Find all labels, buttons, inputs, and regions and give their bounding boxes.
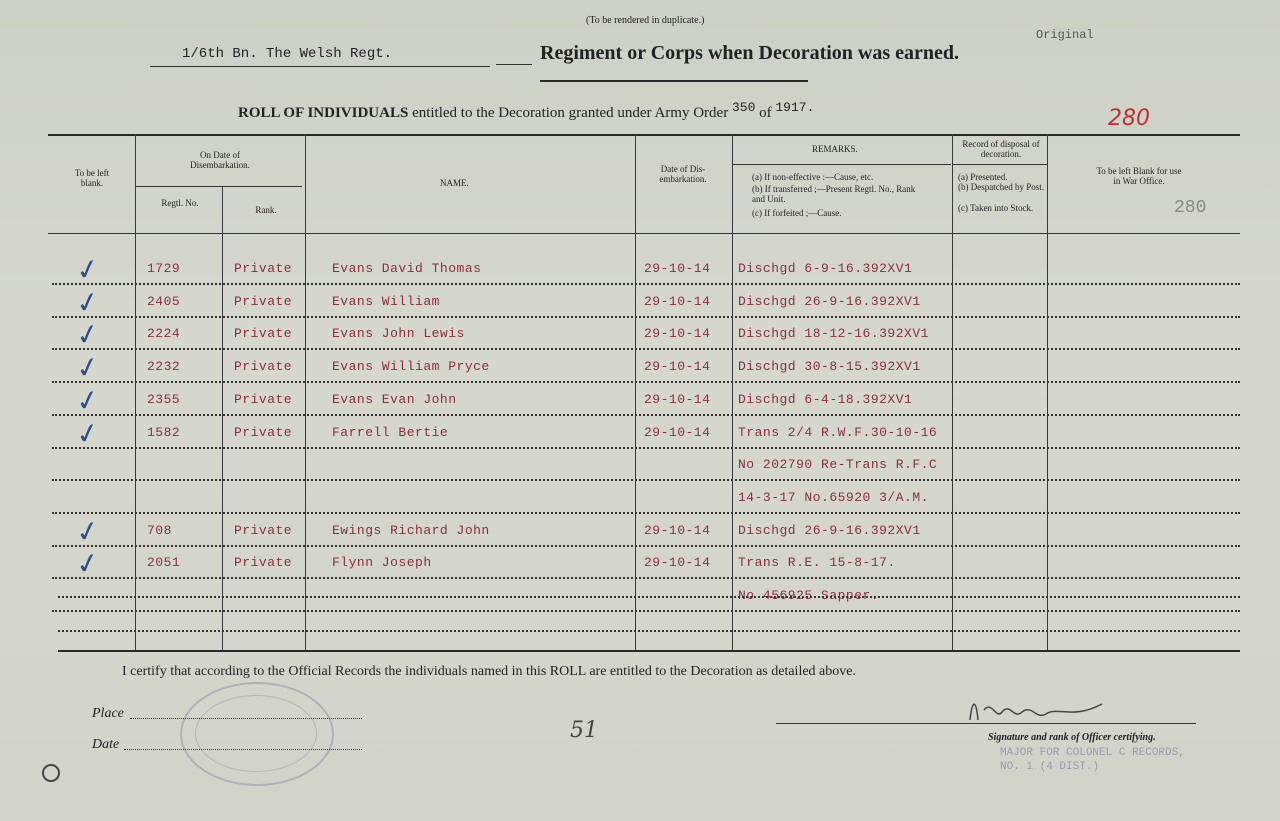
row-remarks: 14-3-17 No.65920 3/A.M. [738, 490, 929, 505]
row-remarks: No 456925 Sapper. [738, 588, 880, 603]
col-divider-5 [732, 134, 733, 650]
row-dotted-rule [52, 316, 1240, 318]
row-remarks: Dischgd 30-8-15.392XV1 [738, 359, 921, 374]
office-stamp-inner [195, 695, 317, 772]
row-date: 29-10-14 [644, 294, 711, 309]
row-regtl-no: 2355 [147, 392, 181, 407]
roll-title [238, 100, 814, 122]
page-number-red: 280 [1108, 106, 1150, 131]
regiment-heading: Regiment or Corps when Decoration was earned. [540, 42, 960, 64]
row-dotted-rule [52, 381, 1240, 383]
col-remarks-header: REMARKS. [812, 144, 858, 154]
original-label: Original [1036, 28, 1094, 42]
unit-underline-2 [496, 64, 532, 65]
row-remarks: Trans R.E. 15-8-17. [738, 555, 896, 570]
row-dotted-rule [52, 348, 1240, 350]
col-name-header: NAME. [440, 178, 469, 188]
row-tick-mark: ✓ [72, 283, 103, 322]
row-regtl-no: 2224 [147, 326, 181, 341]
row-dotted-rule [52, 414, 1240, 416]
duplicate-note: (To be rendered in duplicate.) [586, 15, 705, 26]
row-remarks: Dischgd 26-9-16.392XV1 [738, 294, 921, 309]
remarks-note-b: (b) If transferred ;—Present Regtl. No., Rank and Unit. [752, 184, 916, 204]
row-name: Evans William Pryce [332, 359, 490, 374]
unit-name: 1/6th Bn. The Welsh Regt. [182, 46, 393, 62]
signature-label: Signature and rank of Officer certifying. [988, 732, 1156, 743]
heading-rule [540, 80, 808, 82]
row-rank: Private [234, 261, 293, 276]
row-rank: Private [234, 392, 293, 407]
row-date: 29-10-14 [644, 359, 711, 374]
row-date: 29-10-14 [644, 326, 711, 341]
row-rank: Private [234, 294, 293, 309]
remarks-rule [733, 164, 951, 165]
blank-row-rule [58, 630, 1240, 632]
of-word: of [759, 105, 772, 121]
col-office-header: To be left Blank for use in War Office. [1096, 166, 1182, 186]
row-remarks: Dischgd 26-9-16.392XV1 [738, 523, 921, 538]
row-name: Evans William [332, 294, 440, 309]
row-rank: Private [234, 359, 293, 374]
table-header-rule [48, 233, 1240, 234]
row-remarks: Dischgd 6-4-18.392XV1 [738, 392, 913, 407]
row-dotted-rule [52, 283, 1240, 285]
row-rank: Private [234, 523, 293, 538]
remarks-note-a: (a) If non-effective :—Cause, etc. [752, 172, 874, 182]
col-divider-7 [1047, 134, 1048, 650]
row-name: Farrell Bertie [332, 425, 449, 440]
row-rank: Private [234, 326, 293, 341]
row-dotted-rule [52, 545, 1240, 547]
row-tick-mark: ✓ [72, 544, 103, 583]
row-regtl-no: 2232 [147, 359, 181, 374]
col-divider-1 [135, 134, 136, 650]
row-date: 29-10-14 [644, 392, 711, 407]
row-date: 29-10-14 [644, 555, 711, 570]
unit-underline [150, 66, 490, 67]
col-divider-6 [952, 134, 953, 650]
disembark-group-rule [136, 186, 302, 187]
row-regtl-no: 2405 [147, 294, 181, 309]
roll-prefix: ROLL OF INDIVIDUALS [238, 105, 409, 121]
row-name: Ewings Richard John [332, 523, 490, 538]
row-dotted-rule [52, 610, 1240, 612]
row-tick-mark: ✓ [72, 348, 103, 387]
row-dotted-rule [52, 447, 1240, 449]
row-regtl-no: 708 [147, 523, 172, 538]
remarks-note-c: (c) If forfeited ;—Cause. [752, 208, 842, 218]
row-name: Evans John Lewis [332, 326, 465, 341]
row-rank: Private [234, 425, 293, 440]
col-disposal-header: Record of disposal of decoration. [962, 139, 1040, 159]
row-remarks: Trans 2/4 R.W.F.30-10-16 [738, 425, 938, 440]
row-rank: Private [234, 555, 293, 570]
row-tick-mark: ✓ [72, 315, 103, 354]
row-date: 29-10-14 [644, 425, 711, 440]
row-remarks: Dischgd 18-12-16.392XV1 [738, 326, 929, 341]
signature-scribble [962, 690, 1112, 730]
handwritten-number: 51 [570, 718, 598, 743]
roll-text: entitled to the Decoration granted under Army Order [412, 105, 729, 121]
row-tick-mark: ✓ [72, 250, 103, 289]
row-name: Evans David Thomas [332, 261, 482, 276]
disposal-note-c: (c) Taken into Stock. [958, 203, 1034, 213]
col-divider-2 [222, 187, 223, 650]
order-number: 350 [731, 100, 756, 115]
disposal-note-a: (a) Presented. [958, 172, 1008, 182]
row-regtl-no: 1582 [147, 425, 181, 440]
row-dotted-rule [52, 577, 1240, 579]
col-date-header: Date of Dis- embarkation. [659, 164, 707, 184]
row-name: Flynn Joseph [332, 555, 432, 570]
order-year: 1917. [775, 100, 815, 115]
certify-statement: I certify that according to the Official Records the individuals named in this ROLL are entitled to the Decoration as detailed above. [122, 664, 856, 679]
row-remarks: Dischgd 6-9-16.392XV1 [738, 261, 913, 276]
row-regtl-no: 1729 [147, 261, 181, 276]
row-date: 29-10-14 [644, 261, 711, 276]
col-rank-header: Rank. [255, 205, 277, 215]
row-dotted-rule [52, 479, 1240, 481]
table-bottom-rule [58, 650, 1240, 652]
col-divider-4 [635, 134, 636, 650]
office-number: 280 [1174, 198, 1207, 218]
row-name: Evans Evan John [332, 392, 457, 407]
blank-row-rule [58, 596, 1240, 598]
row-tick-mark: ✓ [72, 512, 103, 551]
col-divider-3 [305, 134, 306, 650]
rank-stamp: MAJOR FOR COLONEL C RECORDS, NO. 1 (4 DIST.) [1000, 747, 1185, 773]
row-remarks: No 202790 Re-Trans R.F.C [738, 457, 938, 472]
row-dotted-rule [52, 512, 1240, 514]
disposal-note-b: (b) Despatched by Post. [958, 182, 1044, 192]
punch-hole [42, 764, 60, 782]
row-tick-mark: ✓ [72, 381, 103, 420]
col-blank-header: To be left blank. [74, 168, 110, 188]
col-regtl-no-header: Regtl. No. [161, 198, 199, 208]
row-regtl-no: 2051 [147, 555, 181, 570]
col-disembark-header: On Date of Disembarkation. [190, 150, 250, 170]
table-top-rule [48, 134, 1240, 136]
date-label: Date [92, 737, 120, 752]
disposal-rule [953, 164, 1047, 165]
row-date: 29-10-14 [644, 523, 711, 538]
row-tick-mark: ✓ [72, 414, 103, 453]
place-label: Place [92, 706, 124, 721]
